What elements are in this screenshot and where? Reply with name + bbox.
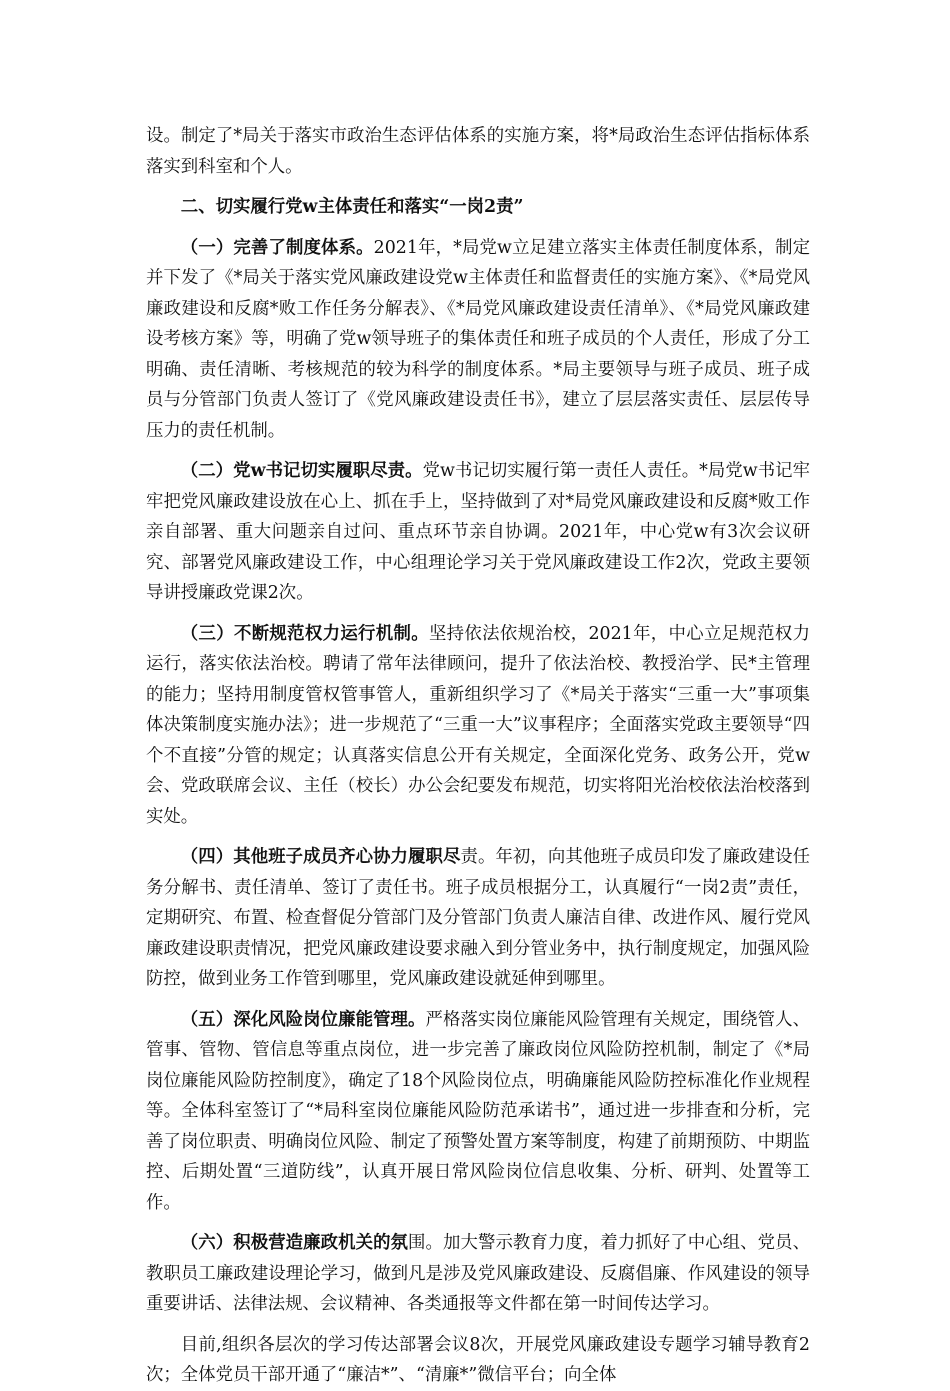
paragraph-4 xyxy=(146,842,810,995)
paragraph-3-body: 坚持依法依规治校，2021年，中心立足规范权力运行，落实依法治校。聘请了常年法律顾问，提升了依法治校、教授治学、民*主管理的能力；坚持用制度管权管事管人，重新组织学习了《*局关于落实“三重一大”事项集体决策制度实施办法》；进一步规范了“三重一大”议事程序；全面落实党政主要领导“四个不直接”分管的规定；认真落实信息公开有关规定，全面深化党务、政务公开，党w会、党政联席会议、主任（校长）办公会纪要发布规范，切实将阳光治校依法治校落到实处。 xyxy=(146,623,810,827)
intro-fragment: 设。制定了*局关于落实市政治生态评估体系的实施方案，将*局政治生态评估指标体系落实到科室和个人。 xyxy=(146,126,810,177)
paragraph-5-body: 严格落实岗位廉能风险管理有关规定，围绕管人、管事、管物、管信息等重点岗位，进一步完善了廉政岗位风险防控机制，制定了《*局岗位廉能风险防控制度》，确定了18个风险岗位点，明确廉能风险防控标准化作业规程等。全体科室签订了“*局科室岗位廉能风险防范承诺书”，通过进一步排查和分析，完善了岗位职责、明确岗位风险、制定了预警处置方案等制度，构建了前期预防、中期监控、后期处置“三道防线”，认真开展日常风险岗位信息收集、分析、研判、处置等工作。 xyxy=(146,1009,810,1213)
paragraph-2-body: 党w书记切实履行第一责任人责任。*局党w书记牢牢把党风廉政建设放在心上、抓在手上，坚持做到了对*局党风廉政建设和反腐*败工作亲自部署、重大问题亲自过问、重点环节亲自协调。2021年，中心党w有3次会议研究、部署党风廉政建设工作，中心组理论学习关于党风廉政建设工作2次，党政主要领导讲授廉政党课2次。 xyxy=(146,461,810,603)
paragraph-2 xyxy=(146,456,810,609)
closing-paragraph: 目前,组织各层次的学习传达部署会议8次，开展党风廉政建设专题学习辅导教育2次；全体党员干部开通了“廉洁*”、“清廉*”微信平台；向全体 xyxy=(146,1334,810,1385)
paragraph-1-body: 2021年，*局党w立足建立落实主体责任制度体系，制定并下发了《*局关于落实党风廉政建设党w主体责任和监督责任的实施方案》、《*局党风廉政建设和反腐*败工作任务分解表》、《*局党风廉政建设责任清单》、《*局党风廉政建设考核方案》等，明确了党w领导班子的集体责任和班子成员的个人责任，形成了分工明确、责任清晰、考核规范的较为科学的制度体系。*局主要领导与班子成员、班子成员与分管部门负责人签订了《党风廉政建设责任书》，建立了层层落实责任、层层传导压力的责任机制。 xyxy=(146,237,810,441)
paragraph-6-body: 围。加大警示教育力度，着力抓好了中心组、党员、教职员工廉政建设理论学习，做到凡是涉及党风廉政建设、反腐倡廉、作风建设的领导重要讲话、法律法规、会议精神、各类通报等文件都在第一时间传达学习。 xyxy=(146,1233,810,1314)
paragraph-5 xyxy=(146,1005,810,1219)
paragraph-1-lead: （一）完善了制度体系。 xyxy=(180,237,374,258)
paragraph-2-lead: （二）党w书记切实履职尽责。 xyxy=(180,461,423,481)
paragraph-1 xyxy=(146,233,810,447)
paragraph-6 xyxy=(146,1228,810,1320)
paragraph-3 xyxy=(146,619,810,833)
section-heading: 二、切实履行党w主体责任和落实“一岗2责” xyxy=(180,197,524,217)
paragraph-5-lead: （五）深化风险岗位廉能管理。 xyxy=(180,1009,426,1030)
paragraph-6-lead: （六）积极营造廉政机关的氛 xyxy=(180,1233,409,1253)
paragraph-4-lead: （四）其他班子成员齐心协力履职尽 xyxy=(180,847,461,867)
paragraph-4-body: 责。年初，向其他班子成员印发了廉政建设任务分解书、责任清单、签订了责任书。班子成员根据分工，认真履行“一岗2责”责任，定期研究、布置、检查督促分管部门及分管部门负责人廉洁自律、改进作风、履行党风廉政建设职责情况，把党风廉政建设要求融入到分管业务中，执行制度规定，加强风险防控，做到业务工作管到哪里，党风廉政建设就延伸到哪里。 xyxy=(146,847,810,989)
paragraph-3-lead: （三）不断规范权力运行机制。 xyxy=(180,623,429,644)
